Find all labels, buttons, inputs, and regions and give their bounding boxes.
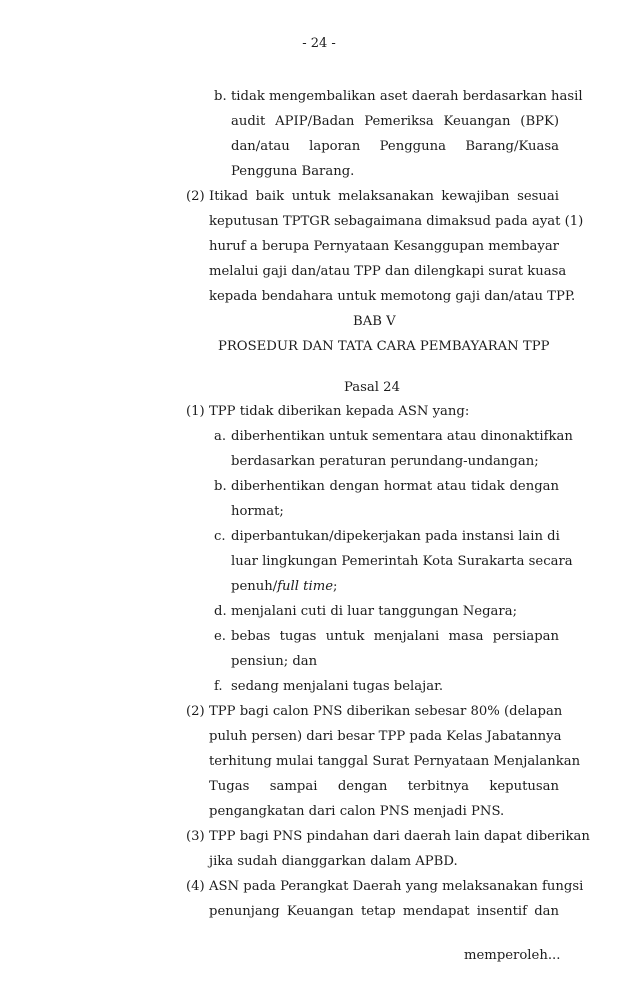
ayat-label: (2)	[186, 704, 205, 719]
text-line: TPP tidak diberikan kepada ASN yang:	[209, 404, 470, 419]
text-fragment: penuh/	[231, 579, 278, 594]
text-line: tidak mengembalikan aset daerah berdasarkan hasil	[231, 89, 583, 104]
page-number: - 24 -	[302, 36, 336, 51]
text-line: kepada bendahara untuk memotong gaji dan/atau TPP.	[209, 289, 576, 304]
text-line: pensiun; dan	[231, 654, 318, 669]
ayat-label: (4)	[186, 879, 205, 894]
text-line: dan/atau laporan Pengguna Barang/Kuasa	[231, 139, 559, 154]
text-line: Itikad baik untuk melaksanakan kewajiban sesuai	[209, 189, 559, 204]
chapter-title: PROSEDUR DAN TATA CARA PEMBAYARAN TPP	[218, 339, 550, 354]
text-line: luar lingkungan Pemerintah Kota Surakarta secara	[231, 554, 573, 569]
item-label: a.	[214, 429, 227, 444]
text-line: hormat;	[231, 504, 284, 519]
text-line: diberhentikan untuk sementara atau dinonaktifkan	[231, 429, 573, 444]
continuation-catchword: memperoleh...	[464, 948, 561, 963]
ayat-label: (2)	[186, 189, 205, 204]
text-line: TPP bagi PNS pindahan dari daerah lain dapat diberikan	[209, 829, 590, 844]
item-label: b.	[214, 89, 227, 104]
ayat-label: (1)	[186, 404, 205, 419]
text-fragment: ;	[333, 579, 338, 594]
text-line: penunjang Keuangan tetap mendapat insentif dan	[209, 904, 559, 919]
item-label: d.	[214, 604, 227, 619]
text-line: ASN pada Perangkat Daerah yang melaksanakan fungsi	[209, 879, 584, 894]
italic-term: full time	[277, 579, 333, 594]
text-line: terhitung mulai tanggal Surat Pernyataan Menjalankan	[209, 754, 581, 769]
text-line: berdasarkan peraturan perundang-undangan;	[231, 454, 539, 469]
article-heading: Pasal 24	[344, 380, 400, 395]
item-label: b.	[214, 479, 227, 494]
text-line: puluh persen) dari besar TPP pada Kelas Jabatannya	[209, 729, 562, 744]
text-line: melalui gaji dan/atau TPP dan dilengkapi surat kuasa	[209, 264, 567, 279]
chapter-number: BAB V	[353, 314, 396, 329]
text-line: Pengguna Barang.	[231, 164, 355, 179]
text-line: Tugas sampai dengan terbitnya keputusan	[209, 779, 559, 794]
text-line: diperbantukan/dipekerjakan pada instansi lain di	[231, 529, 560, 544]
text-line: bebas tugas untuk menjalani masa persiapan	[231, 629, 559, 644]
text-line: audit APIP/Badan Pemeriksa Keuangan (BPK)	[231, 114, 559, 129]
item-label: e.	[214, 629, 226, 644]
text-line: menjalani cuti di luar tanggungan Negara;	[231, 604, 518, 619]
item-label: f.	[214, 679, 223, 694]
text-line: diberhentikan dengan hormat atau tidak dengan	[231, 479, 559, 494]
text-line: huruf a berupa Pernyataan Kesanggupan membayar	[209, 239, 559, 254]
text-line	[231, 577, 337, 597]
text-line: jika sudah dianggarkan dalam APBD.	[209, 854, 458, 869]
text-line: sedang menjalani tugas belajar.	[231, 679, 444, 694]
text-line: TPP bagi calon PNS diberikan sebesar 80% (delapan	[209, 704, 563, 719]
ayat-label: (3)	[186, 829, 205, 844]
item-label: c.	[214, 529, 226, 544]
text-line: pengangkatan dari calon PNS menjadi PNS.	[209, 804, 505, 819]
text-line: keputusan TPTGR sebagaimana dimaksud pada ayat (1)	[209, 214, 584, 229]
